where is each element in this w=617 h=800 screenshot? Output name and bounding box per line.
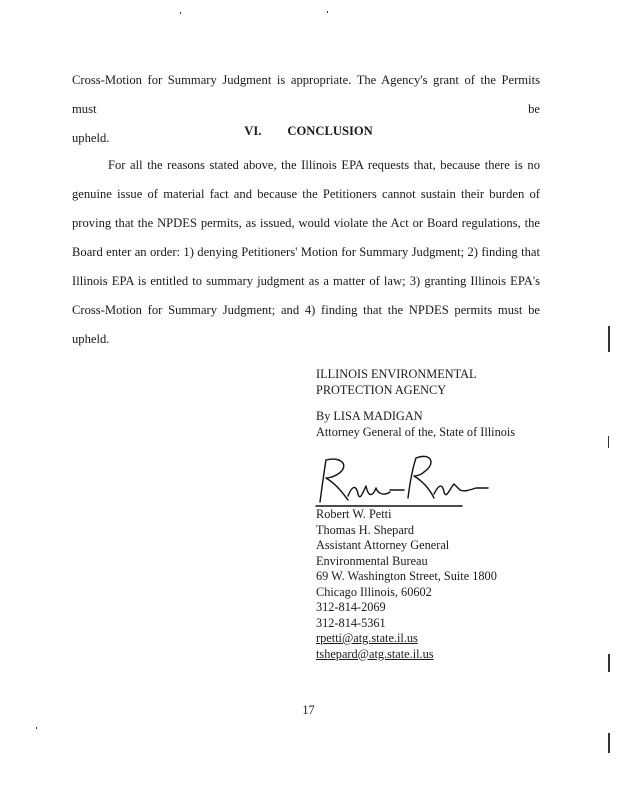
scan-mark bbox=[608, 436, 609, 448]
section-number: VI. bbox=[244, 124, 262, 138]
agency-line: ILLINOIS ENVIRONMENTAL bbox=[316, 367, 477, 381]
scan-mark bbox=[36, 727, 37, 729]
page-number: 17 bbox=[302, 703, 315, 717]
scan-mark bbox=[608, 654, 610, 672]
contact-line: Environmental Bureau bbox=[316, 553, 428, 568]
continued-paragraph bbox=[72, 66, 540, 153]
agency-line: PROTECTION AGENCY bbox=[316, 382, 447, 397]
contact-block bbox=[316, 507, 556, 662]
conclusion-paragraph: For all the reasons stated above, the Illinois EPA requests that, because there is no genuine issue of material fact and because the Petitioners cannot sustain their burden of proving that the NPDES permits, as issued, would violate the Act or Board regulations, the Board enter an order: 1) denying Petitioners' Motion for Summary Judgment; 2) finding that Illinois EPA is entitled to summary judgment as a matter of law; 3) granting Illinois EPA's Cross-Motion for Summary Judgment; and 4) finding that the NPDES permits must be upheld. bbox=[72, 158, 540, 346]
email-link[interactable]: tshepard@atg.state.il.us bbox=[316, 646, 434, 661]
scan-mark bbox=[327, 11, 328, 13]
contact-line: Assistant Attorney General bbox=[316, 538, 450, 552]
email-link[interactable]: rpetti@atg.state.il.us bbox=[316, 631, 418, 645]
contact-line: 69 W. Washington Street, Suite 1800 bbox=[316, 569, 497, 583]
section-title: CONCLUSION bbox=[287, 124, 373, 138]
contact-line: Chicago Illinois, 60602 bbox=[316, 584, 432, 599]
by-line: By LISA MADIGAN bbox=[316, 409, 423, 423]
scan-mark bbox=[608, 733, 610, 753]
section-heading bbox=[0, 124, 617, 139]
scan-mark bbox=[608, 326, 610, 352]
agency-name bbox=[316, 367, 556, 398]
contact-line: Thomas H. Shepard bbox=[316, 522, 415, 537]
paragraph-line: upheld. bbox=[72, 131, 110, 145]
contact-line: Robert W. Petti bbox=[316, 507, 392, 521]
paragraph-line: Cross-Motion for Summary Judgment is appropriate. The Agency's grant of the Permits must be bbox=[72, 73, 540, 116]
phone-line: 312-814-2069 bbox=[316, 600, 386, 614]
by-block bbox=[316, 409, 556, 440]
handwritten-signature bbox=[312, 452, 492, 510]
scan-mark bbox=[180, 12, 181, 14]
attorney-general-line: Attorney General of the, State of Illinois bbox=[316, 424, 516, 439]
phone-line: 312-814-5361 bbox=[316, 615, 386, 630]
